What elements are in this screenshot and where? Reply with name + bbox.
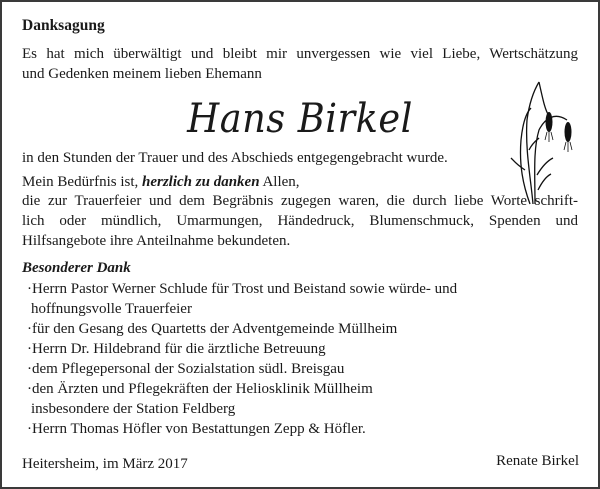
intro-line-1: Es hat mich überwältigt und bleibt mir unvergessen wie viel Liebe, Wertschätzung (22, 46, 578, 62)
wheat-grass-icon (505, 80, 577, 205)
need-suffix: Allen, (259, 174, 300, 190)
place-date: Heitersheim, im März 2017 (22, 456, 188, 472)
special-item: ·Herrn Pastor Werner Schlude für Trost und Beistand sowie würde- und (27, 281, 458, 297)
special-item: ·dem Pflegepersonal der Sozialstation südl. Breisgau (27, 361, 345, 377)
body-line-3: Hilfsangebote ihre Anteilnahme bekundeten. (22, 233, 291, 249)
notice-title: Danksagung (22, 17, 105, 34)
body-line-2: lich oder mündlich, Umarmungen, Händedruck, Blumenschmuck, Spenden und (22, 213, 578, 229)
special-heading: Besonderer Dank (22, 260, 131, 276)
after-name-line: in den Stunden der Trauer und des Abschieds entgegengebracht wurde. (22, 150, 448, 166)
need-prefix: Mein Bedürfnis ist, (22, 174, 142, 190)
special-item-cont: hoffnungsvolle Trauerfeier (31, 301, 192, 317)
need-line (22, 173, 300, 191)
special-item-cont: insbesondere der Station Feldberg (31, 401, 236, 417)
deceased-name: Hans Birkel (187, 96, 413, 142)
signature: Renate Birkel (496, 453, 579, 469)
need-emphasis: herzlich zu danken (142, 174, 260, 190)
body-line-1: die zur Trauerfeier und dem Begräbnis zugegen waren, die durch liebe Worte schrift- (22, 193, 578, 209)
intro-line-2: und Gedenken meinem lieben Ehemann (22, 66, 262, 82)
special-item: ·für den Gesang des Quartetts der Adventgemeinde Müllheim (27, 321, 398, 337)
special-item: ·Herrn Thomas Höfler von Bestattungen Zepp & Höfler. (27, 421, 366, 437)
special-item: ·den Ärzten und Pflegekräften der Heliosklinik Müllheim (27, 381, 373, 397)
special-item: ·Herrn Dr. Hildebrand für die ärztliche Betreuung (27, 341, 326, 357)
